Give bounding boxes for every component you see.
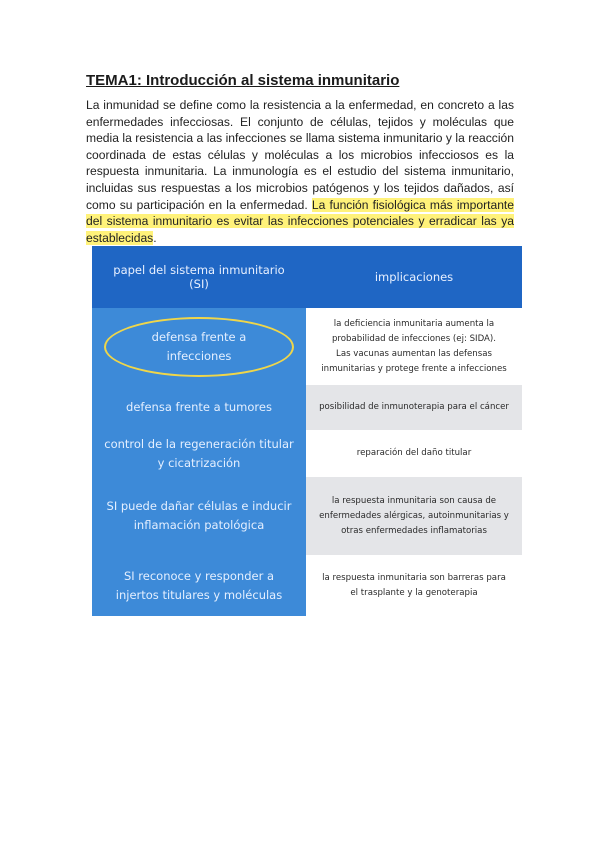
table-row (92, 308, 522, 385)
implication-cell (306, 308, 522, 385)
role-cell (92, 308, 306, 385)
implication-text: la deficiencia inmunitaria aumenta la probabilidad de infecciones (ej: SIDA). (331, 318, 497, 344)
header-implications: implicaciones (306, 246, 522, 308)
highlight-oval (104, 317, 294, 377)
table-row (92, 385, 522, 430)
paragraph-end: . (153, 230, 157, 245)
implication-cell: reparación del daño titular (306, 430, 522, 477)
implication-cell: la respuesta inmunitaria son barreras para el trasplante y la genoterapia (306, 555, 522, 616)
document-title: TEMA1: Introducción al sistema inmunitario (86, 72, 400, 89)
table-row (92, 430, 522, 477)
paragraph-text: La inmunidad se define como la resistencia a la enfermedad, en concreto a las enfermedades infecciosas. El conjunto de células, tejidos y moléculas que media la resistencia a las infecciones se llama sistema inmunitario y la reacción coordinada de estas células y moléculas a los microbios infecciosos es la respuesta inmunitaria. La inmunología es el estudio del sistema inmunitario, incluidas sus respuestas a los microbios patógenos y los tejidos dañados, así como su participación en la enfermedad. (86, 98, 514, 212)
table-header-row (92, 246, 522, 308)
implication-text-2: Las vacunas aumentan las defensas inmunitarias y protege frente a infecciones (321, 348, 507, 374)
highlighted-text: La función fisiológica más importante del sistema inmunitario es evitar las infecciones potenciales y erradicar las ya establecidas (86, 197, 515, 245)
immune-roles-table (92, 246, 522, 616)
table-row (92, 555, 522, 616)
header-role: papel del sistema inmunitario (SI) (92, 246, 306, 308)
table-row (92, 477, 522, 555)
role-cell: SI puede dañar células e inducir inflamación patológica (92, 477, 306, 555)
role-text: defensa frente a infecciones (151, 329, 247, 363)
implication-cell: posibilidad de inmunoterapia para el cáncer (306, 385, 522, 430)
implication-cell: la respuesta inmunitaria son causa de enfermedades alérgicas, autoinmunitarias y otras enfermedades inflamatorias (306, 477, 522, 555)
role-cell: defensa frente a tumores (92, 385, 306, 430)
role-cell: control de la regeneración titular y cicatrización (92, 430, 306, 477)
role-cell: SI reconoce y responder a injertos titulares y moléculas (92, 555, 306, 616)
intro-paragraph (86, 97, 514, 246)
